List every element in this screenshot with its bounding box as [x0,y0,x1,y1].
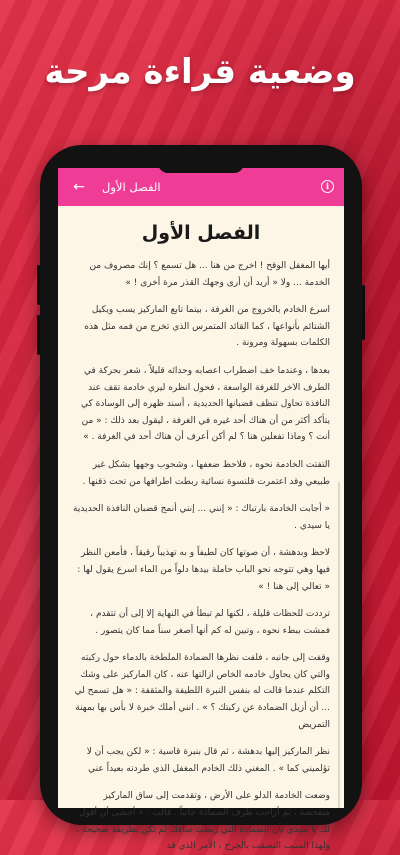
phone-frame [40,145,362,852]
app-bar [58,168,344,206]
power-button [362,285,365,340]
paragraph: بعدها ، وعندما خف اضطراب اعصابه وحدائه قليلاً ، شعر بحركة في الطرف الاخر للغرفة الواسعة ، فحول انظره ليري خادمة تقف عند النافذة تحاول تنظف قضبانها الحديدية ، أسند ظهره إلى الوسادة كي يتأكد أكثر من أن هناك أحد غيره في الغرفة ، ليقول بعد ذلك : « من أنت ؟ وماذا تفعلين هنا ؟ لم أكن أعرف أن هناك أحد في الغرفة . » [80,365,330,443]
info-circle-icon[interactable]: i [321,180,334,193]
volume-up-button [37,265,40,305]
paragraph: نظر الماركيز إليها بدهشة ، ثم قال بنبرة قاسية : « لكن يجب أن لا تؤلميني كما » . المغني ذلك الخادم المغفل الذي طردته بعيداً عني [86,747,330,774]
promo-headline: وضعية قراءة مرحة [44,52,356,92]
scrollbar[interactable] [338,482,340,812]
paragraph: التفتت الخادمة نحوه ، فلاحظ ضعفها ، وشحوب وجهها بشكل غير طبيعي وقد اعتمرت قلنسوة نسائية ربطت اطرافها من تحت ذقنها . [82,459,330,487]
volume-down-button [37,315,40,355]
paragraph: لاحظ وبدهشة ، أن صوتها كان لطيفاً و به تهذيباً رقيقاً ، فأمعن النظر فيها وهي تتوجه نحو الباب حاملة بيدها دلواً من الماء اسرع يقول لها : « تعالي إلى هنا ! » [77,548,330,592]
chapter-title: الفصل الأول [141,222,261,244]
paragraph: اسرع الخادم بالخروج من الغرفة ، بينما تابع الماركيز يسب ويكيل الشتائم بأنواعها ، كما القائد المتمرس الذي تخرج من فمه مثل هذه الكلمات بسهولة ومرونة . [84,305,330,349]
app-screen [58,168,344,852]
paragraph: ترددت للحظات قليلة ، لكنها لم تبطأ في النهاية إلا إلى أن تتقدم ، فمشت ببطء نحوه ، وتبين له كم أنها أصغر سناً مما كان يتصور . [90,609,330,636]
paragraph: « أجابت الخادمة بارتباك : « إنني ... إنني أنمج قضبان النافذة الحديدية يا سيدي . [73,504,330,531]
app-bar-title: الفصل الأول [102,180,161,194]
arrow-left-icon[interactable]: ← [73,179,85,195]
paragraph: وضعت الخادمة الدلو على الأرض ، وتقدمت إلى ساق الماركيز متفحصة ، ثم أزاحت طرف الضمادة جانباً . قالت : « أخشى أن أقول لك يا سيدي بأن الضمادة التي ربطت ساقك لم تكن بطريقة صحيحة ، ولهذا السبب التصقت بالجرح ، الأمر الذي قد [76,791,330,852]
reader-content[interactable] [58,222,344,852]
paragraph: وقفت إلى جانبه ، فلفت نظرها الضمادة الملطخة بالدماء حول ركبته والتي كان يحاول خادمه الخاص ازالتها عنه ، كان الماركيز على وشك التكلم عندما قالت له بنفس النبرة اللطيفة والمثقفة : « هل تسمح لي ... أن أزيل الضمادة عن ركبتك ؟ » . انني أملك خبرة لا بأس بها بمهنة التمريض [74,653,330,730]
phone-notch [158,157,244,173]
paragraph: أيها المغفل الوقح ! اخرج من هنا ... هل تسمع ؟ إنك مصروف من الخدمة ... ولا « أريد أن أرى وجهك القذر مرة أخرى ! » [89,261,330,288]
